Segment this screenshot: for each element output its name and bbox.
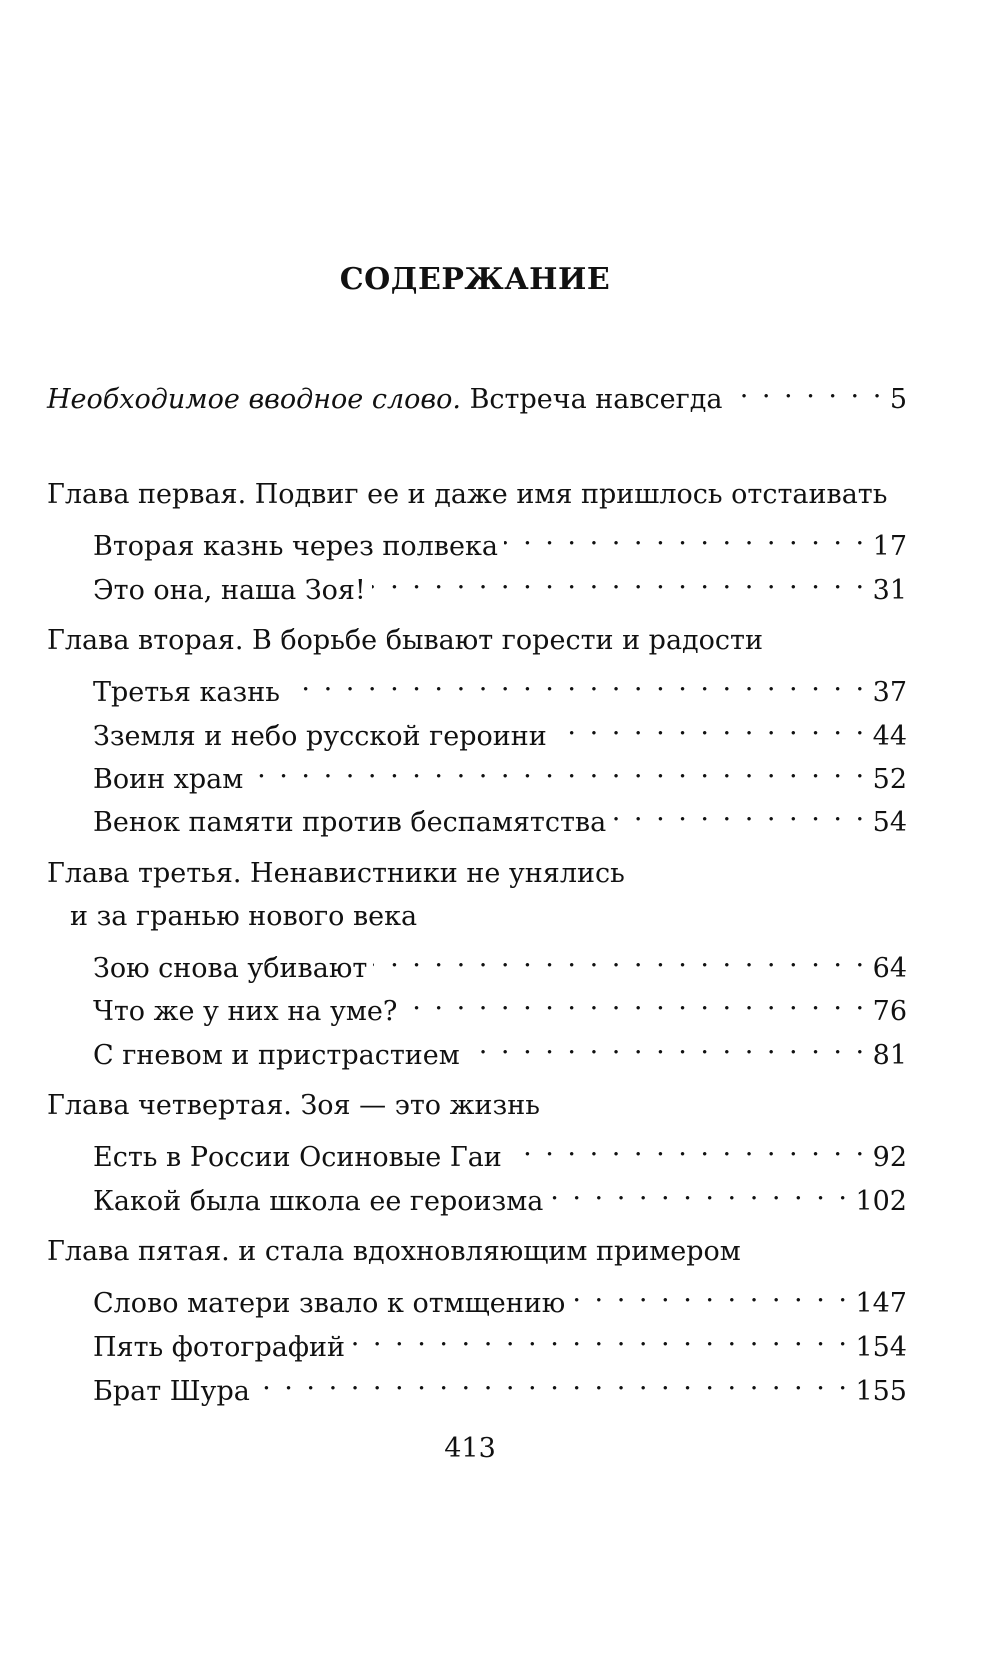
toc-entry-label: Брат Шура xyxy=(93,1376,250,1407)
toc-entry xyxy=(93,1136,907,1171)
toc-entry-page: 52 xyxy=(872,764,907,795)
toc-entry-label: Это она, наша Зоя! xyxy=(93,575,366,606)
toc-entry-page: 76 xyxy=(872,996,907,1027)
toc-entry-label: Воин храм xyxy=(93,764,244,795)
toc-entry xyxy=(93,671,907,706)
toc-entry-page: 5 xyxy=(889,384,907,415)
toc-entry xyxy=(93,947,907,982)
toc-entry xyxy=(93,715,907,750)
toc-entry xyxy=(93,990,907,1025)
dot-leader xyxy=(549,1180,849,1210)
toc-entry-page: 64 xyxy=(872,953,907,984)
toc-entry-page: 54 xyxy=(872,807,907,838)
toc-entry xyxy=(93,525,907,560)
dot-leader xyxy=(504,525,867,555)
toc-entry-page: 81 xyxy=(872,1040,907,1071)
toc-entry-label: Слово матери звало к отмщению xyxy=(93,1288,566,1319)
toc-entry xyxy=(93,1370,907,1405)
chapter-heading: Глава первая. Подвиг ее и даже имя пришлось отстаивать xyxy=(47,479,888,510)
toc-entry-page: 92 xyxy=(872,1142,907,1173)
toc-entry-label-main: Встреча навсегда xyxy=(469,384,723,415)
toc-entry-page: 154 xyxy=(855,1332,907,1363)
dot-leader xyxy=(466,1034,867,1064)
dot-leader xyxy=(351,1326,849,1356)
dot-leader xyxy=(286,671,867,701)
dot-leader xyxy=(403,990,866,1020)
toc-entry xyxy=(93,801,907,836)
dot-leader xyxy=(372,569,867,599)
dot-leader xyxy=(256,1370,850,1400)
page-title: СОДЕРЖАНИЕ xyxy=(339,262,611,297)
chapter-heading: Глава четвертая. Зоя — это жизнь xyxy=(47,1090,540,1121)
toc-entry-intro xyxy=(47,378,907,413)
dot-leader xyxy=(508,1136,867,1166)
toc-entry-label: Вторая казнь через полвека xyxy=(93,531,498,562)
chapter-heading-continued: и за гранью нового века xyxy=(70,901,418,932)
toc-entry-page: 102 xyxy=(855,1186,907,1217)
toc-entry xyxy=(93,1034,907,1069)
dot-leader xyxy=(249,758,866,788)
toc-entry-page: 147 xyxy=(855,1288,907,1319)
chapter-heading: Глава третья. Ненавистники не унялись xyxy=(47,858,625,889)
page-number: 413 xyxy=(444,1433,496,1464)
dot-leader xyxy=(612,801,866,831)
toc-entry xyxy=(93,1180,907,1215)
toc-entry-page: 155 xyxy=(855,1376,907,1407)
dot-leader xyxy=(571,1282,849,1312)
toc-entry-label: Есть в России Осиновые Гаи xyxy=(93,1142,502,1173)
toc-entry xyxy=(93,1282,907,1317)
toc-entry-label: Венок памяти против беспамятства xyxy=(93,807,607,838)
toc-entry-page: 31 xyxy=(872,575,907,606)
dot-leader xyxy=(553,715,867,745)
chapter-heading: Глава пятая. и стала вдохновляющим примером xyxy=(47,1236,741,1267)
toc-entry xyxy=(93,758,907,793)
toc-entry xyxy=(93,1326,907,1361)
toc-entry-page: 17 xyxy=(872,531,907,562)
toc-entry-label xyxy=(47,386,723,413)
toc-entry-page: 37 xyxy=(872,677,907,708)
chapter-heading: Глава вторая. В борьбе бывают горести и радости xyxy=(47,625,763,656)
toc-entry-label: Третья казнь xyxy=(93,677,280,708)
dot-leader xyxy=(373,947,866,977)
toc-entry-label: Какой была школа ее героизма xyxy=(93,1186,544,1217)
toc-entry-label: Пять фотографий xyxy=(93,1332,346,1363)
toc-entry-label-italic: Необходимое вводное слово. xyxy=(47,384,461,415)
toc-entry-label: Зземля и небо русской героини xyxy=(93,721,547,752)
toc-entry-label: Что же у них на уме? xyxy=(93,996,398,1027)
toc-entry-page: 44 xyxy=(872,721,907,752)
toc-entry-label: Зою снова убивают xyxy=(93,953,368,984)
toc-entry xyxy=(93,569,907,604)
dot-leader xyxy=(729,378,884,408)
toc-entry-label: С гневом и пристрастием xyxy=(93,1040,460,1071)
